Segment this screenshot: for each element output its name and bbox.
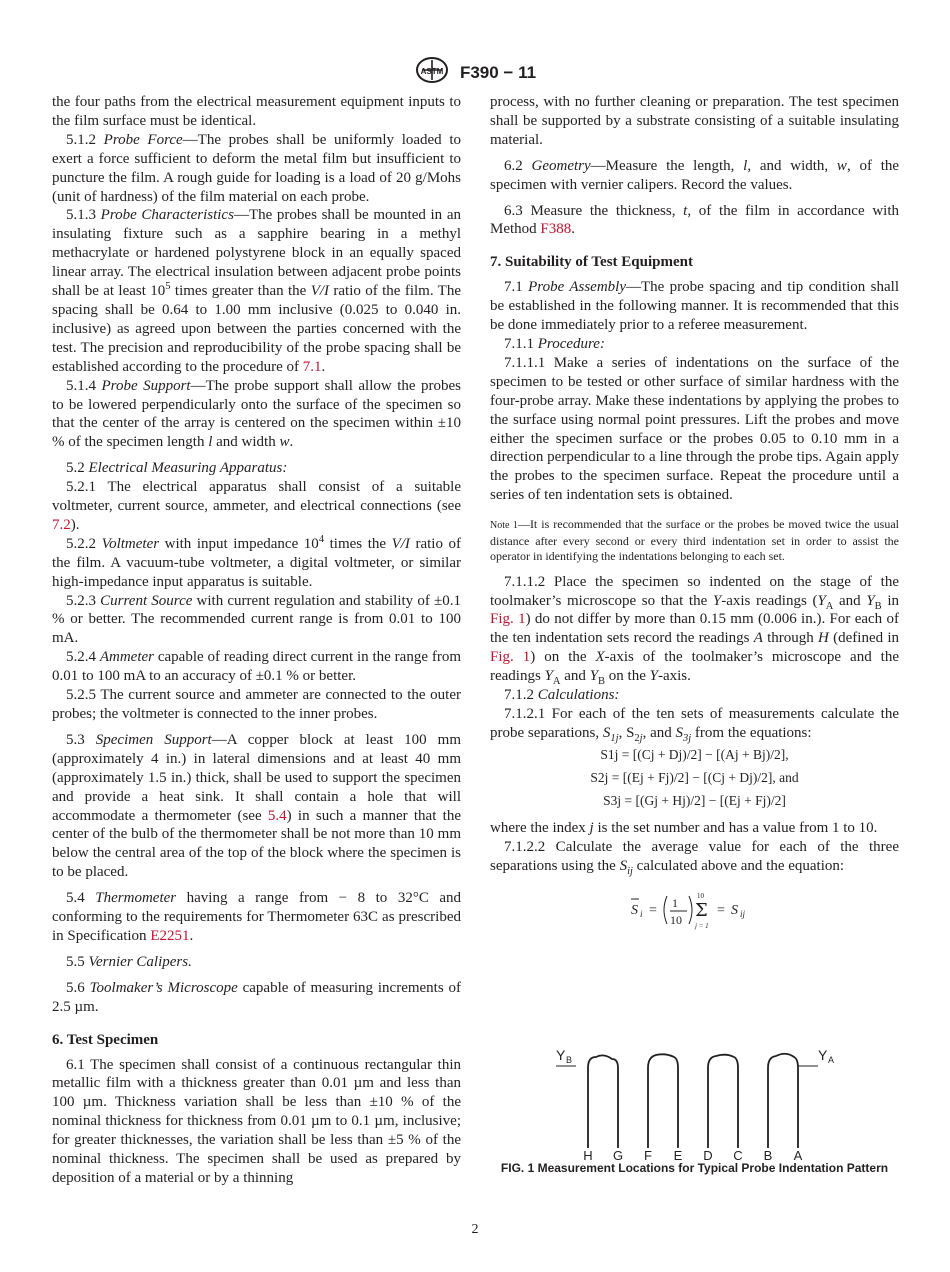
svg-text:S: S — [630, 902, 638, 918]
paragraph-6-1: 6.1 The specimen shall consist of a continuous rectangular thin metallic film with a thickness greater than 0.01 µm and less than 100 µm. Thickness variation shall be less than ±10 % of the nominal thickness for thickness from 0.01 µm to 0.1 µm, inclusive; for greater thicknesses, the variation shall be less than ±5 % of the nominal thickness. The specimen shall be used as prepared by deposition of a material or by a thinning — [52, 1056, 461, 1186]
section-heading-7: 7. Suitability of Test Equipment — [490, 254, 693, 271]
paragraph-5-2-5: 5.2.5 The current source and ammeter are connected to the outer probes; the voltmeter is connected to the inner probes. — [52, 687, 461, 722]
note-1: Note 1—It is recommended that the surface or the probes be moved twice the usual distance after every second or every third indentation set in order to assist the operator in identifying the indentations belonging to each set. — [490, 517, 899, 564]
left-column — [52, 93, 461, 1188]
label-yb: Y — [556, 1047, 566, 1063]
svg-text:=: = — [716, 902, 725, 918]
probe-label-f: F — [644, 1148, 652, 1160]
svg-text:j = 1: j = 1 — [694, 921, 709, 930]
svg-text:S: S — [730, 902, 738, 918]
paragraph-7-1-2-2: 7.1.2.2 Calculate the average value for each of the three separations using the $S_{ij}$ calculated above and the equation: — [490, 838, 899, 877]
paragraph-where: where the index j is the set number and has a value from 1 to 10. — [490, 819, 878, 836]
link-f388[interactable]: F388 — [540, 221, 572, 238]
link-7-1[interactable]: 7.1 — [302, 358, 322, 375]
paragraph-7-1-1: 7.1.1 Procedure: — [504, 335, 605, 352]
document-code: F390 − 11 — [459, 62, 537, 82]
equation-s1: S1j = [(Cj + Dj)/2] − [(Aj + Bj)/2], — [600, 746, 789, 762]
paragraph-5-1-3: 5.1.3 Probe Characteristics—The probes shall be mounted in an insulating fixture such as a sapphire bearing in a methyl methacrylate or hardened polystyrene block in an equally spaced linear array. The electrical insulation between adjacent probe points shall be at least $10^5$ times greater than the V/I ratio of the film. The spacing shall be 0.64 to 1.00 mm inclusive (0.025 to 0.040 in. inclusive) as agreed upon between the parties concerned with the test. The precision and reproducibility of the probe spacing shall be established according to the procedure of 7.1. — [52, 207, 462, 375]
probe-label-g: G — [612, 1148, 624, 1160]
section-heading-6: 6. Test Specimen — [52, 1031, 159, 1048]
paragraph-6-3: 6.3 Measure the thickness, t, of the film in accordance with Method F388. — [490, 202, 899, 238]
paragraph-5-5: 5.5 Vernier Calipers. — [66, 953, 192, 970]
label-ya-sub: A — [828, 1055, 835, 1065]
average-equation — [625, 886, 765, 934]
astm-logo-icon — [414, 56, 450, 89]
paragraph-5-3: 5.3 Specimen Support—A copper block at least 100 mm (approximately 4 in.) in lateral dimensions and at least 40 mm (approximately 1.5 in.) thick, shall be used to support the specimen and provide a heat sink. It shall contain a hole that will accommodate a thermometer (see 5.4) in such a manner that the center of the bulb of the thermometer shall be not more than 10 mm below the central area of the top of the block where the specimen is to be placed. — [52, 731, 461, 881]
svg-text:=: = — [648, 902, 657, 918]
link-e2251[interactable]: E2251 — [150, 927, 190, 944]
paragraph-5-1-2: 5.1.2 Probe Force—The probes shall be uniformly loaded to exert a force sufficient to deform the metal film but insufficient to puncture the film. A rough guide for loading is a load of 20 g/Mohs (unit of hardness) of the film material on each probe. — [52, 131, 461, 205]
probe-label-a: A — [793, 1148, 803, 1160]
probe-label-b: B — [763, 1148, 773, 1160]
link-fig-1[interactable]: Fig. 1 — [490, 611, 526, 628]
paragraph-7-1-1-1: 7.1.1.1 Make a series of indentations on the surface of the specimen to be tested or other surface of similar hardness with the four-probe array. Make these indentations by applying the probes to the surface using normal point pressures. Lift the probes and move either the specimen surface or the probes 0.05 to 0.10 mm in a direction perpendicular to a line through the probe tips. Again apply the probes to the specimen surface. Repeat the procedure until a series of ten indentation sets is obtained. — [490, 354, 899, 504]
probe-label-e: E — [673, 1148, 683, 1160]
indentation-probes — [588, 1054, 798, 1148]
svg-text:10: 10 — [696, 891, 704, 900]
paragraph-5-1-4: 5.1.4 Probe Support—The probe support shall allow the probes to be lowered perpendicularly onto the surface of the specimen so that the center of the array is centered on the specimen within ±10 % of the specimen length l and width w. — [52, 377, 462, 451]
equation-s3: S3j = [(Gj + Hj)/2] − [(Ej + Fj)/2] — [603, 792, 786, 808]
probe-label-c: C — [733, 1148, 743, 1160]
paragraph-5-2-4: 5.2.4 Ammeter capable of reading direct current in the range from 0.01 to 100 mA to an accuracy of ±0.1 % or better. — [52, 649, 462, 685]
paragraph-5-6: 5.6 Toolmaker’s Microscope capable of measuring increments of 2.5 µm. — [52, 979, 462, 1015]
page-number: 2 — [471, 1222, 479, 1237]
link-fig-1[interactable]: Fig. 1 — [490, 649, 531, 666]
paragraph: process, with no further cleaning or preparation. The test specimen shall be supported by a substrate consisting of a suitable insulating material. — [490, 94, 899, 148]
paragraph-7-1-1-2: 7.1.1.2 Place the specimen so indented on the stage of the toolmaker’s microscope so that the Y-axis readings ($Y_A$ and $Y_B$ in Fig. 1) do not differ by more than 0.15 mm (0.006 in.). For each of the ten indentation sets record the readings A through H (defined in Fig. 1) on the X-axis of the toolmaker’s microscope and the readings $Y_A$ and $Y_B$ on the Y-axis. — [490, 573, 899, 688]
paragraph: the four paths from the electrical measurement equipment inputs to the film surface must be identical. — [52, 94, 461, 129]
svg-text:Σ: Σ — [694, 899, 708, 921]
probe-label-h: H — [583, 1148, 593, 1160]
svg-text:10: 10 — [669, 912, 682, 927]
paragraph-5-2-1: 5.2.1 The electrical apparatus shall consist of a suitable voltmeter, current source, ammeter, and electrical connections (see 7.2). — [52, 479, 461, 533]
figure-caption: FIG. 1 Measurement Locations for Typical Probe Indentation Pattern — [500, 1161, 889, 1175]
label-yb-sub: B — [566, 1055, 573, 1065]
paragraph-5-2-3: 5.2.3 Current Source with current regulation and stability of ±0.1 % or better. The recommended current range is from 0.01 to 100 mA. — [52, 592, 462, 647]
right-column — [490, 93, 899, 934]
svg-text:1: 1 — [671, 895, 678, 910]
svg-text:ASTM: ASTM — [420, 67, 444, 76]
equation-s2: S2j = [(Ej + Fj)/2] − [(Cj + Dj)/2], and — [590, 769, 799, 785]
page-header — [0, 56, 950, 89]
link-5-4[interactable]: 5.4 — [267, 807, 287, 824]
svg-text:ij: ij — [739, 908, 745, 919]
paragraph-5-2-2: 5.2.2 Voltmeter with input impedance $10^4$ times the V/I ratio of the film. A vacuum-tube voltmeter, a digital voltmeter, or similar high-impedance input apparatus is suitable. — [52, 533, 462, 590]
svg-text:i: i — [639, 908, 643, 919]
probe-label-d: D — [703, 1148, 713, 1160]
paragraph-5-4: 5.4 Thermometer having a range from − 8 to 32°C and conforming to the requirements for Thermometer 63C as prescribed in Specification E2251. — [52, 890, 462, 944]
paragraph-7-1: 7.1 Probe Assembly—The probe spacing and tip condition shall be established in the following manner. It is recommended that this be done immediately prior to a referee measurement. — [490, 279, 899, 334]
label-ya: Y — [818, 1047, 828, 1063]
link-7-2[interactable]: 7.2 — [52, 516, 71, 533]
figure-1-indentation-pattern — [490, 1040, 899, 1160]
paragraph-6-2: 6.2 Geometry—Measure the length, l, and width, w, of the specimen with vernier calipers. Record the values. — [490, 157, 900, 193]
paragraph-7-1-2: 7.1.2 Calculations: — [504, 687, 620, 704]
paragraph-5-2: 5.2 Electrical Measuring Apparatus: — [66, 460, 288, 477]
paragraph-7-1-2-1: 7.1.2.1 For each of the ten sets of measurements calculate the probe separations, $S_{1j}$, $S_{2j}$, and $S_{3j}$ from the equations: — [490, 705, 899, 744]
